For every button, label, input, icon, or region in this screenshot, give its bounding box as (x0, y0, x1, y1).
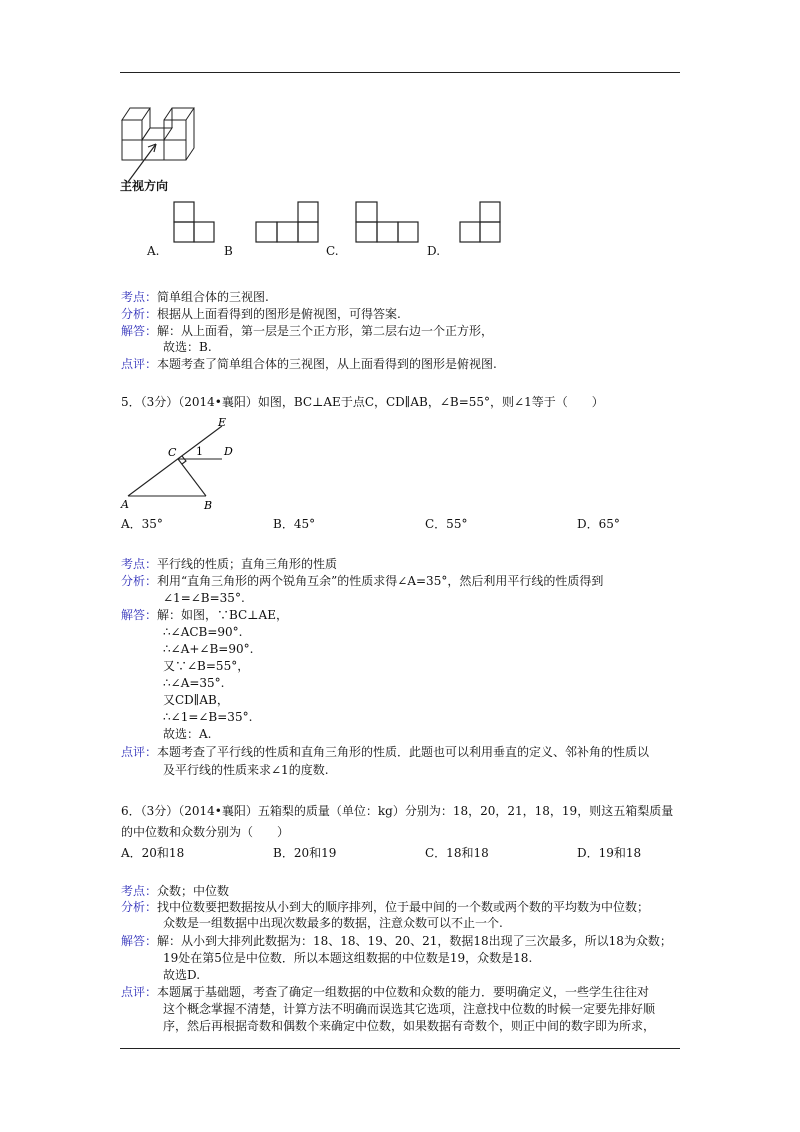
kaodian-label: 考点： (121, 290, 158, 304)
q6-kaodian (121, 883, 229, 899)
top-rule (120, 72, 680, 73)
label-c: C (168, 446, 177, 459)
q6-question: 6．（3分）（2014•襄阳）五箱梨的质量（单位：kg）分别为：18，20，21，18，19，则这五箱梨质量 (121, 804, 674, 818)
kaodian-text: 简单组合体的三视图. (157, 290, 269, 304)
q4-fenxi (121, 306, 401, 322)
label-e: E (218, 416, 227, 429)
q5-option-d: D．65° (577, 517, 620, 531)
dianping-text: 本题属于基础题，考查了确定一组数据的中位数和众数的能力．要明确定义，一些学生往往对 (157, 985, 650, 999)
label-d: D (224, 445, 233, 458)
dianping-text: 本题考查了平行线的性质和直角三角形的性质．此题也可以利用垂直的定义、邻补角的性质以 (157, 745, 650, 759)
label-a: A (121, 498, 129, 511)
q5-option-a: A．35° (121, 517, 163, 531)
jieda-text: 解：从上面看，第一层是三个正方形，第二层右边一个正方形， (157, 324, 494, 338)
q6-dianping-line: 这个概念掌握不清楚，计算方法不明确而误选其它选项，注意找中位数的时候一定要先排好顺 (163, 1002, 656, 1016)
dianping-label: 点评： (121, 985, 158, 999)
q4-option-c: C. (326, 244, 339, 258)
bottom-rule (120, 1048, 680, 1049)
label-1: 1 (196, 445, 203, 458)
q4-option-a: A. (147, 244, 160, 258)
kaodian-text: 平行线的性质；直角三角形的性质 (157, 557, 338, 571)
q6-option-c: C．18和18 (425, 846, 489, 860)
option-a-figure (170, 200, 220, 246)
option-c-figure (352, 200, 424, 246)
label-b: B (204, 499, 213, 512)
q5-jieda-line: 又CD∥AB， (163, 693, 229, 707)
jieda-label: 解答： (121, 934, 158, 948)
jieda-text: 解：如图，∵BC⊥AE， (157, 608, 288, 622)
q6-fenxi (121, 899, 649, 915)
dianping-label: 点评： (121, 745, 158, 759)
jieda-label: 解答： (121, 608, 158, 622)
q5-jieda-line: 又∵∠B=55°， (163, 659, 250, 673)
q6-question-line: 的中位数和众数分别为（ ） (121, 825, 290, 839)
fenxi-text: 根据从上面看得到的图形是俯视图，可得答案. (157, 307, 401, 321)
jieda-label: 解答： (121, 324, 158, 338)
q4-dianping (121, 356, 497, 372)
q6-option-a: A．20和18 (121, 846, 185, 860)
q5-jieda-line: ∴∠A=35°. (163, 676, 225, 690)
q6-jieda-line: 故选D. (163, 968, 201, 982)
view-direction-label: 主视方向 (120, 179, 169, 193)
q6-option-b: B．20和19 (273, 846, 337, 860)
q5-dianping-line: 及平行线的性质来求∠1的度数. (163, 763, 329, 777)
q6-jieda (121, 933, 672, 949)
fenxi-text: 利用“直角三角形的两个锐角互余”的性质求得∠A=35°，然后利用平行线的性质得到 (157, 574, 604, 588)
fenxi-label: 分析： (121, 574, 158, 588)
q4-jieda (121, 323, 493, 339)
q5-fenxi-line: ∠1=∠B=35°. (163, 591, 245, 605)
q5-kaodian (121, 556, 337, 572)
q6-fenxi-line: 众数是一组数据中出现次数最多的数据，注意众数可以不止一个. (163, 916, 503, 930)
q5-jieda (121, 607, 288, 623)
q4-jieda-line: 故选：B. (163, 340, 212, 354)
kaodian-label: 考点： (121, 884, 158, 898)
q5-jieda-line: ∴∠ACB=90°. (163, 625, 243, 639)
jieda-text: 解：从小到大排列此数据为：18、18、19、20、21，数据18出现了三次最多，所以18为众数； (157, 934, 672, 948)
q4-option-d: D. (427, 244, 441, 258)
q5-question: 5．（3分）（2014•襄阳）如图，BC⊥AE于点C，CD∥AB，∠B=55°，则∠1等于（ ） (121, 395, 604, 409)
q5-triangle-figure (118, 414, 246, 514)
q4-kaodian (121, 289, 269, 305)
dianping-label: 点评： (121, 357, 158, 371)
q5-option-b: B．45° (273, 517, 316, 531)
kaodian-label: 考点： (121, 557, 158, 571)
fenxi-label: 分析： (121, 900, 158, 914)
q5-fenxi (121, 573, 603, 589)
kaodian-text: 众数；中位数 (157, 884, 230, 898)
q6-dianping-line: 序，然后再根据奇数和偶数个来确定中位数，如果数据有奇数个，则正中间的数字即为所求， (163, 1019, 656, 1033)
dianping-text: 本题考查了简单组合体的三视图，从上面看得到的图形是俯视图. (157, 357, 497, 371)
fenxi-label: 分析： (121, 307, 158, 321)
q6-jieda-line: 19处在第5位是中位数．所以本题这组数据的中位数是19，众数是18. (163, 951, 533, 965)
q5-jieda-line: 故选：A. (163, 727, 212, 741)
view-direction-arrow (118, 130, 178, 185)
q6-option-d: D．19和18 (577, 846, 642, 860)
option-b-figure (252, 200, 324, 246)
option-d-figure (454, 200, 510, 246)
q5-jieda-line: ∴∠1=∠B=35°. (163, 710, 253, 724)
fenxi-text: 找中位数要把数据按从小到大的顺序排列，位于最中间的一个数或两个数的平均数为中位数； (157, 900, 650, 914)
q5-jieda-line: ∴∠A+∠B=90°. (163, 642, 254, 656)
q4-option-b: B (224, 244, 233, 258)
q5-dianping (121, 744, 649, 760)
q6-dianping (121, 984, 649, 1000)
q5-option-c: C．55° (425, 517, 468, 531)
